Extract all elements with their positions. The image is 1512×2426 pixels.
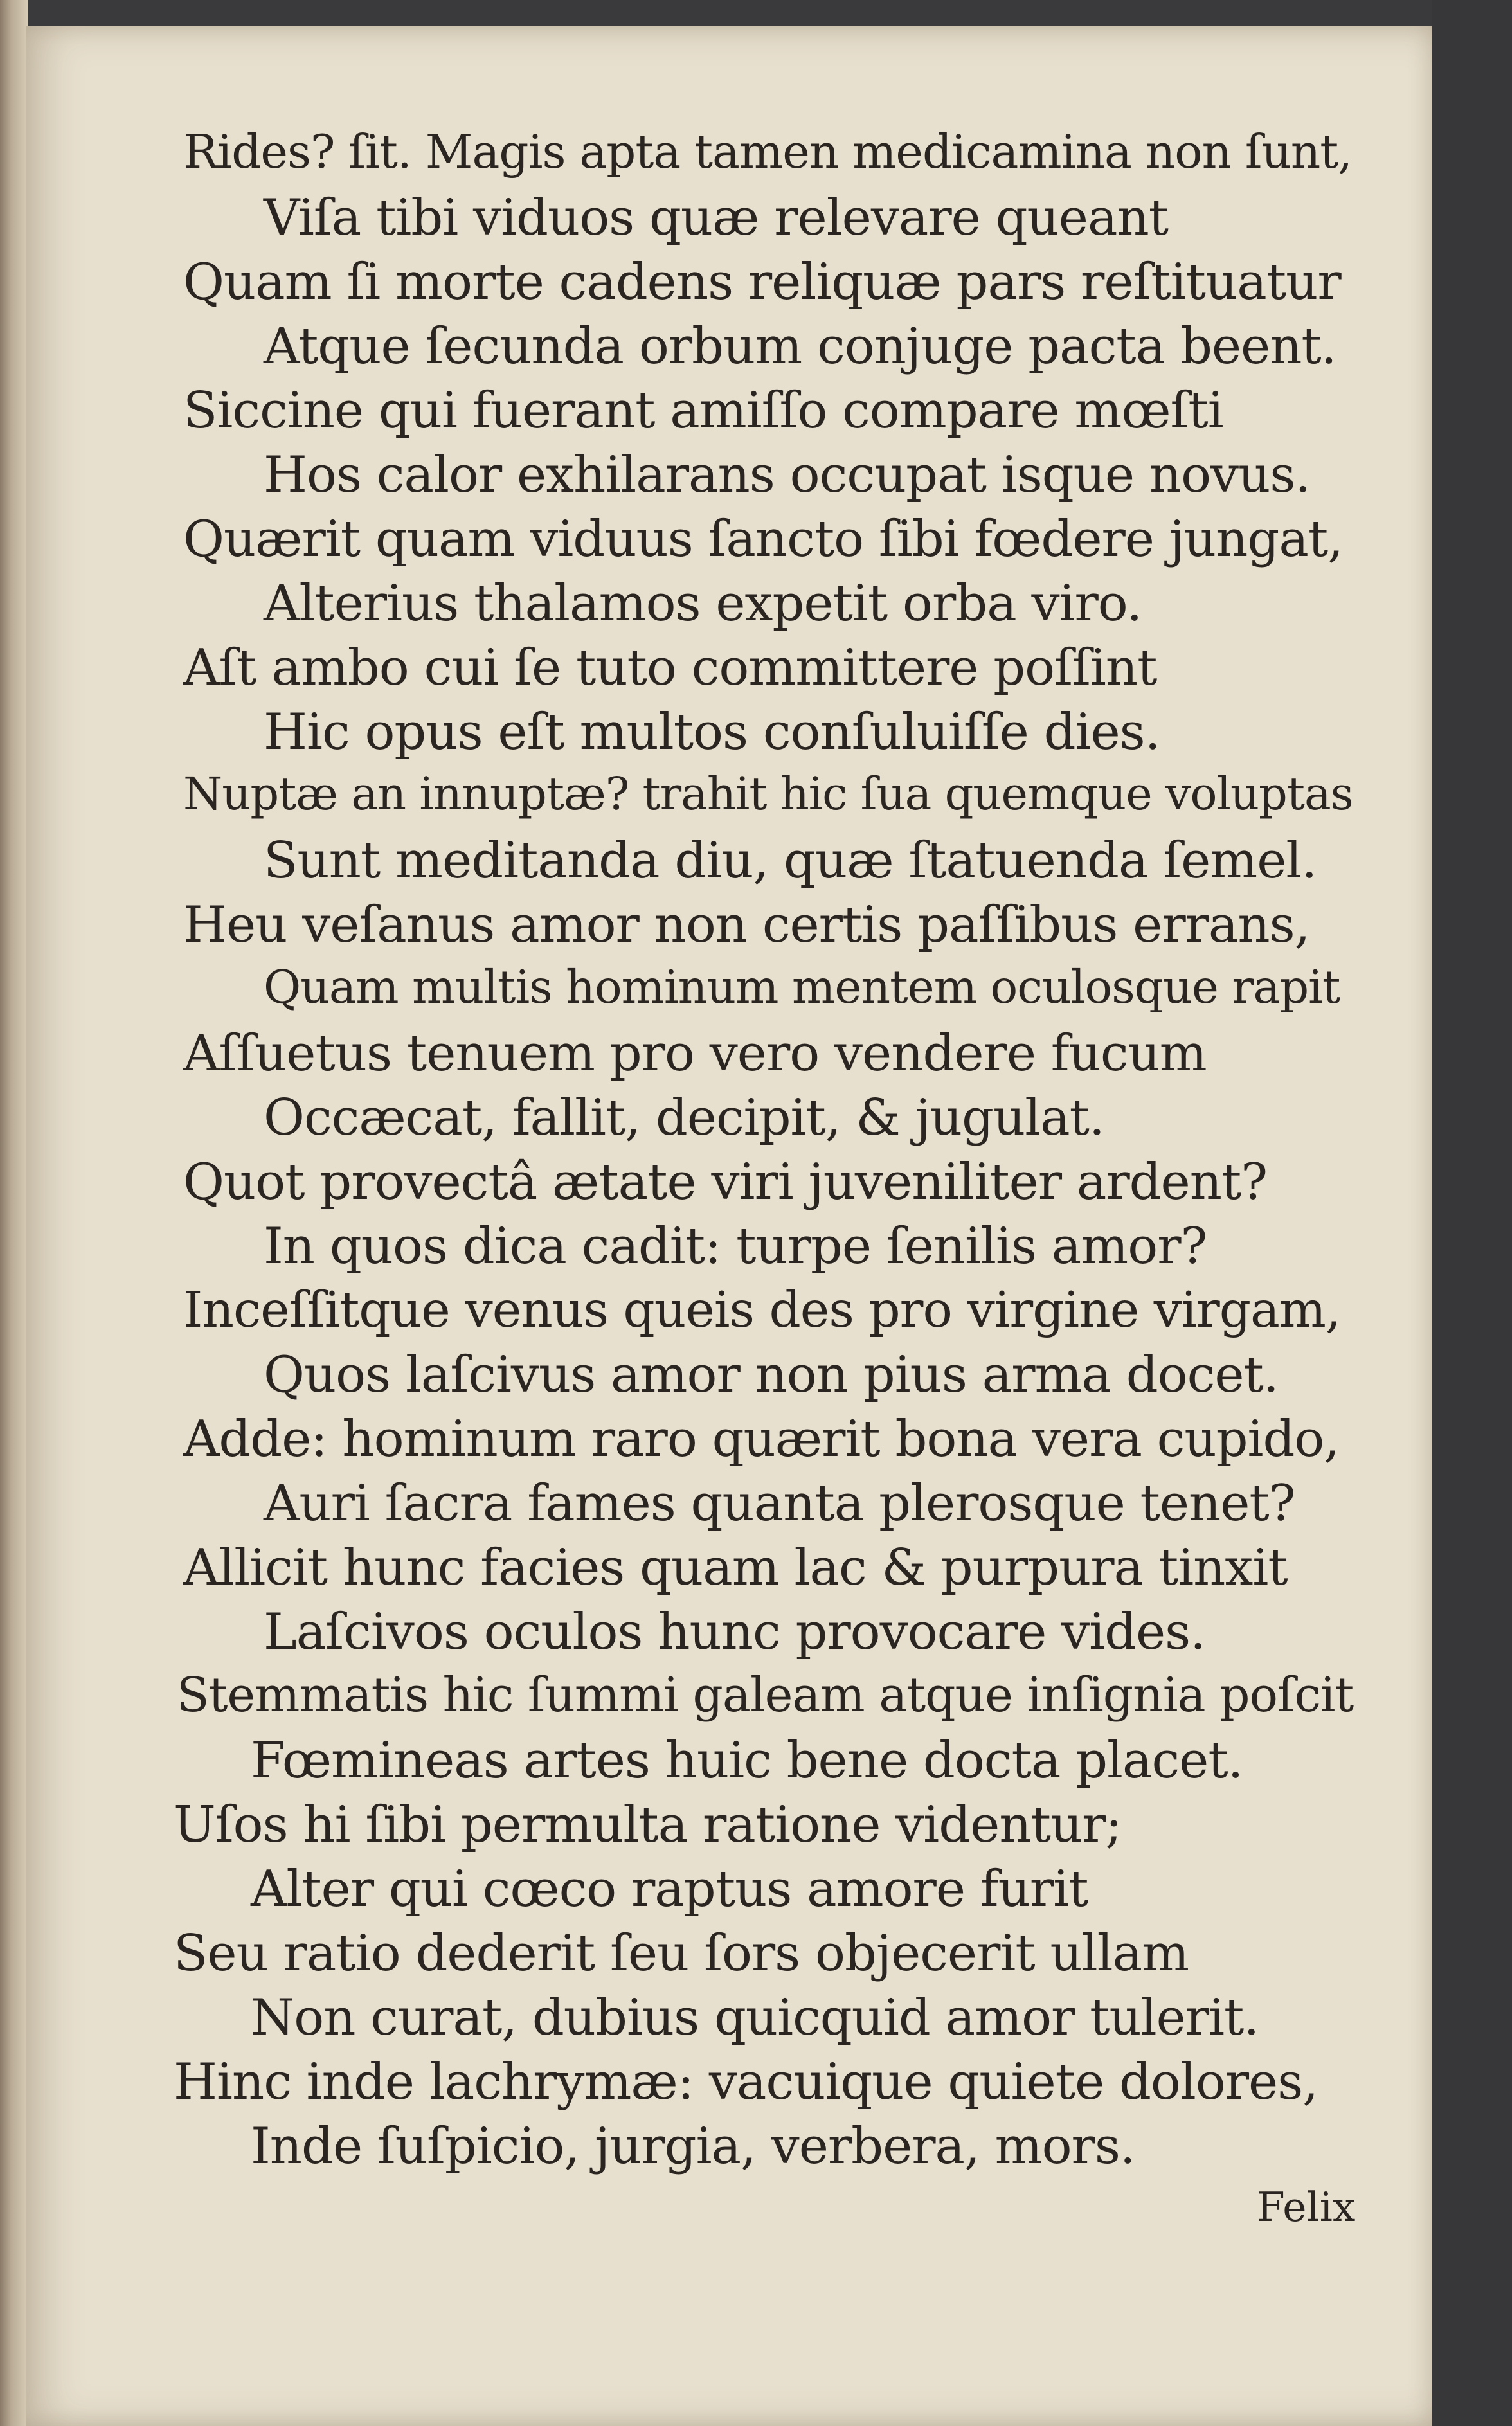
poem-line: Atque ſecunda orbum conjuge pacta beent. [264, 318, 1336, 375]
poem-line: Viſa tibi viduos quæ relevare queant [264, 189, 1169, 247]
poem-line: Hinc inde lachrymæ: vacuique quiete dolores, [174, 2053, 1318, 2111]
poem-line: Uſos hi ſibi permulta ratione videntur; [174, 1796, 1122, 1854]
poem-line: Laſcivos oculos hunc provocare vides. [264, 1603, 1205, 1661]
poem-line: Adde: hominum raro quærit bona vera cupido, [183, 1410, 1340, 1468]
poem-line: Sunt meditanda diu, quæ ſtatuenda ſemel. [264, 832, 1317, 890]
poem-line: Quos laſcivus amor non pius arma docet. [264, 1346, 1279, 1404]
book-page [26, 26, 1432, 2426]
poem-line: Hos calor exhilarans occupat isque novus. [264, 446, 1311, 504]
poem-line: In quos dica cadit: turpe ſenilis amor? [264, 1217, 1207, 1275]
poem-line: Rides? ſit. Magis apta tamen medicamina non ſunt, [183, 125, 1353, 179]
poem-line: Hic opus eſt multos conſuluiſſe dies. [264, 703, 1160, 761]
poem-line: Quam multis hominum mentem oculosque rapit [264, 960, 1340, 1014]
poem-line: Non curat, dubius quicquid amor tulerit. [251, 1989, 1259, 2047]
poem-line: Inde ſuſpicio, jurgia, verbera, mors. [251, 2117, 1135, 2175]
poem-line: Seu ratio dederit ſeu ſors objecerit ullam [174, 1925, 1189, 1982]
poem-line: Aſt ambo cui ſe tuto committere poſſint [183, 639, 1157, 697]
poem-line: Heu veſanus amor non certis paſſibus errans, [183, 896, 1310, 954]
poem-line: Quærit quam viduus ſancto ſibi fœdere jungat, [183, 510, 1343, 568]
poem-line: Nuptæ an innuptæ? trahit hic ſua quemque voluptas [183, 768, 1353, 820]
poem-line: Quot provectâ ætate viri juveniliter ardent? [183, 1153, 1268, 1211]
poem-line: Fœmineas artes huic bene docta placet. [251, 1732, 1243, 1790]
poem-line: Alter qui cœco raptus amore furit [251, 1860, 1088, 1918]
poem-line: Quam ſi morte cadens reliquæ pars reſtituatur [183, 253, 1341, 311]
poem-line: Alterius thalamos expetit orba viro. [264, 575, 1142, 633]
book-edge [0, 0, 28, 2426]
poem-line: Auri ſacra fames quanta plerosque tenet? [264, 1475, 1295, 1532]
catchword: Felix [1257, 2184, 1356, 2231]
poem-line: Inceſſitque venus queis des pro virgine virgam, [183, 1282, 1341, 1339]
poem-line: Occæcat, fallit, decipit, & jugulat. [264, 1089, 1104, 1147]
poem-line: Stemmatis hic ſummi galeam atque inſignia poſcit [177, 1667, 1354, 1723]
poem-line: Siccine qui fuerant amiſſo compare mœſti [183, 382, 1223, 440]
poem-text [26, 26, 1432, 2426]
poem-line: Allicit hunc facies quam lac & purpura tinxit [183, 1539, 1288, 1597]
background-right [1432, 0, 1512, 2426]
poem-line: Aſſuetus tenuem pro vero vendere fucum [183, 1025, 1207, 1083]
